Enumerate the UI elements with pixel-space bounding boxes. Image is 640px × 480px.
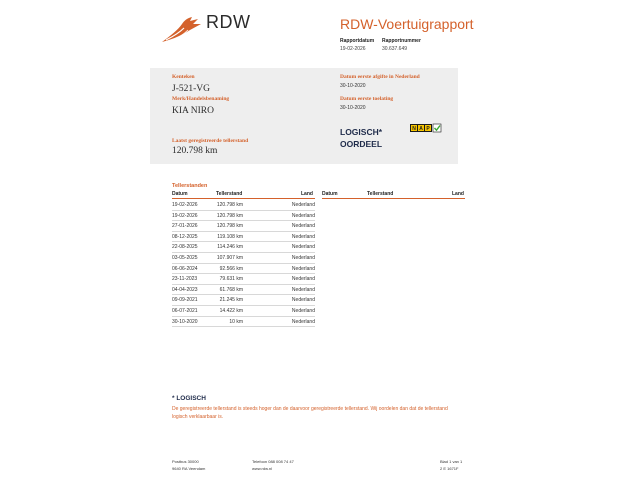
svg-text:N: N	[412, 126, 416, 133]
col-tellerstand-header: Tellerstand	[216, 191, 243, 197]
eerste-afgifte-label: Datum eerste afgifte in Nederland	[340, 74, 420, 80]
table-row	[172, 285, 315, 296]
header-divider-2	[322, 198, 465, 199]
cell-datum: 04-04-2023	[172, 286, 198, 293]
cell-tellerstand: 107.907 km	[216, 254, 243, 261]
merk-label: Merk/Handelsbenaming	[172, 96, 230, 102]
cell-land: Nederland	[291, 223, 315, 230]
cell-tellerstand: 14.422 km	[219, 307, 243, 314]
nap-check-icon	[410, 123, 442, 133]
table-row	[172, 317, 315, 328]
rapportnummer-label: Rapportnummer	[382, 38, 421, 44]
cell-land: Nederland	[291, 202, 315, 208]
cell-land: Nederland	[291, 318, 315, 325]
table-row	[172, 200, 315, 211]
cell-datum: 22-08-2025	[172, 244, 198, 251]
cell-tellerstand: 92.566 km	[219, 265, 243, 272]
cell-datum: 19-02-2026	[172, 202, 198, 208]
cell-land: Nederland	[291, 212, 315, 219]
oordeel-verdict	[340, 126, 382, 150]
vehicle-info-panel	[150, 68, 458, 164]
footnote-title: * LOGISCH	[172, 395, 206, 402]
table-row	[172, 253, 315, 264]
footer-telefoon: Telefoon 088 008 74 47	[252, 459, 294, 464]
merk-value: KIA NIRO	[172, 106, 214, 116]
table-row	[172, 211, 315, 222]
brand-name: RDW	[206, 12, 251, 32]
cell-land: Nederland	[291, 307, 315, 314]
cell-tellerstand: 21.245 km	[219, 297, 243, 304]
cell-land: Nederland	[291, 233, 315, 240]
cell-land: Nederland	[291, 286, 315, 293]
rapportdatum-value: 19-02-2026	[340, 46, 366, 52]
cell-datum: 08-12-2025	[172, 233, 198, 240]
cell-land: Nederland	[291, 265, 315, 272]
rapportnummer-value: 30.637.649	[382, 46, 408, 52]
footer-code: 2 E 1671F	[440, 466, 459, 471]
svg-text:A: A	[419, 126, 423, 133]
cell-land: Nederland	[291, 244, 315, 251]
oordeel-line2: OORDEEL	[340, 139, 383, 149]
kenteken-value: J-521-VG	[172, 84, 210, 94]
cell-land: Nederland	[291, 276, 315, 283]
tellerstand-value: 120.798 km	[172, 146, 218, 156]
cell-land: Nederland	[291, 254, 315, 261]
cell-tellerstand: 119.108 km	[217, 233, 243, 240]
footnote-text: De geregistreerde tellerstand is steeds hoger dan de daarvoor geregistreerde tellerstand. Wij oordelen dan dat de tellerstand logisch verklaarbaar is.	[172, 406, 448, 420]
col-datum-header-2: Datum	[322, 191, 338, 197]
report-document	[150, 0, 474, 480]
cell-datum: 03-05-2025	[172, 254, 198, 261]
header-divider	[172, 198, 315, 199]
tellerstanden-title: Tellerstanden	[172, 183, 208, 189]
cell-datum: 23-11-2023	[172, 276, 198, 283]
cell-datum: 06-07-2021	[172, 307, 198, 314]
tellerstanden-table	[172, 200, 315, 327]
footer-postbus: Postbus 30000	[172, 459, 199, 464]
cell-datum: 06-06-2024	[172, 265, 198, 272]
eerste-afgifte-value: 30-10-2020	[340, 83, 366, 89]
cell-tellerstand: 120.798 km	[216, 212, 243, 219]
table-row	[172, 264, 315, 275]
cell-land: Nederland	[291, 297, 315, 304]
cell-tellerstand: 61.768 km	[219, 286, 243, 293]
cell-datum: 30-10-2020	[172, 318, 198, 325]
cell-datum: 09-09-2021	[172, 297, 198, 304]
table-row	[172, 295, 315, 306]
oordeel-line1: LOGISCH*	[340, 127, 383, 137]
col-tellerstand-header-2: Tellerstand	[367, 191, 394, 197]
cell-tellerstand: 10 km	[229, 318, 243, 325]
col-datum-header: Datum	[172, 191, 188, 197]
table-row	[172, 232, 315, 243]
eerste-toelating-value: 30-10-2020	[340, 105, 366, 111]
cell-datum: 27-01-2026	[172, 223, 198, 230]
tellerstand-label: Laatst geregistreerde tellerstand	[172, 138, 249, 144]
table-row	[172, 242, 315, 253]
cell-datum: 19-02-2026	[172, 212, 198, 219]
col-land-header-2: Land	[452, 191, 464, 197]
report-title: RDW-Voertuigrapport	[340, 16, 474, 32]
col-land-header: Land	[301, 191, 313, 197]
eerste-toelating-label: Datum eerste toelating	[340, 96, 394, 102]
svg-text:P: P	[426, 126, 430, 133]
footer-city: 9640 RA Veendam	[172, 466, 206, 471]
footer-website: www.rdw.nl	[252, 466, 273, 471]
footer-page: Blad 1 van 1	[440, 459, 463, 464]
rapportdatum-label: Rapportdatum	[340, 38, 375, 44]
rdw-logo-icon	[160, 12, 204, 46]
cell-tellerstand: 120.798 km	[216, 223, 243, 230]
kenteken-label: Kenteken	[172, 74, 195, 80]
table-row	[172, 221, 315, 232]
table-row	[172, 274, 315, 285]
cell-tellerstand: 79.631 km	[219, 276, 243, 283]
cell-tellerstand: 114.246 km	[217, 244, 243, 251]
cell-tellerstand: 120.798 km	[216, 202, 243, 208]
table-row	[172, 306, 315, 317]
